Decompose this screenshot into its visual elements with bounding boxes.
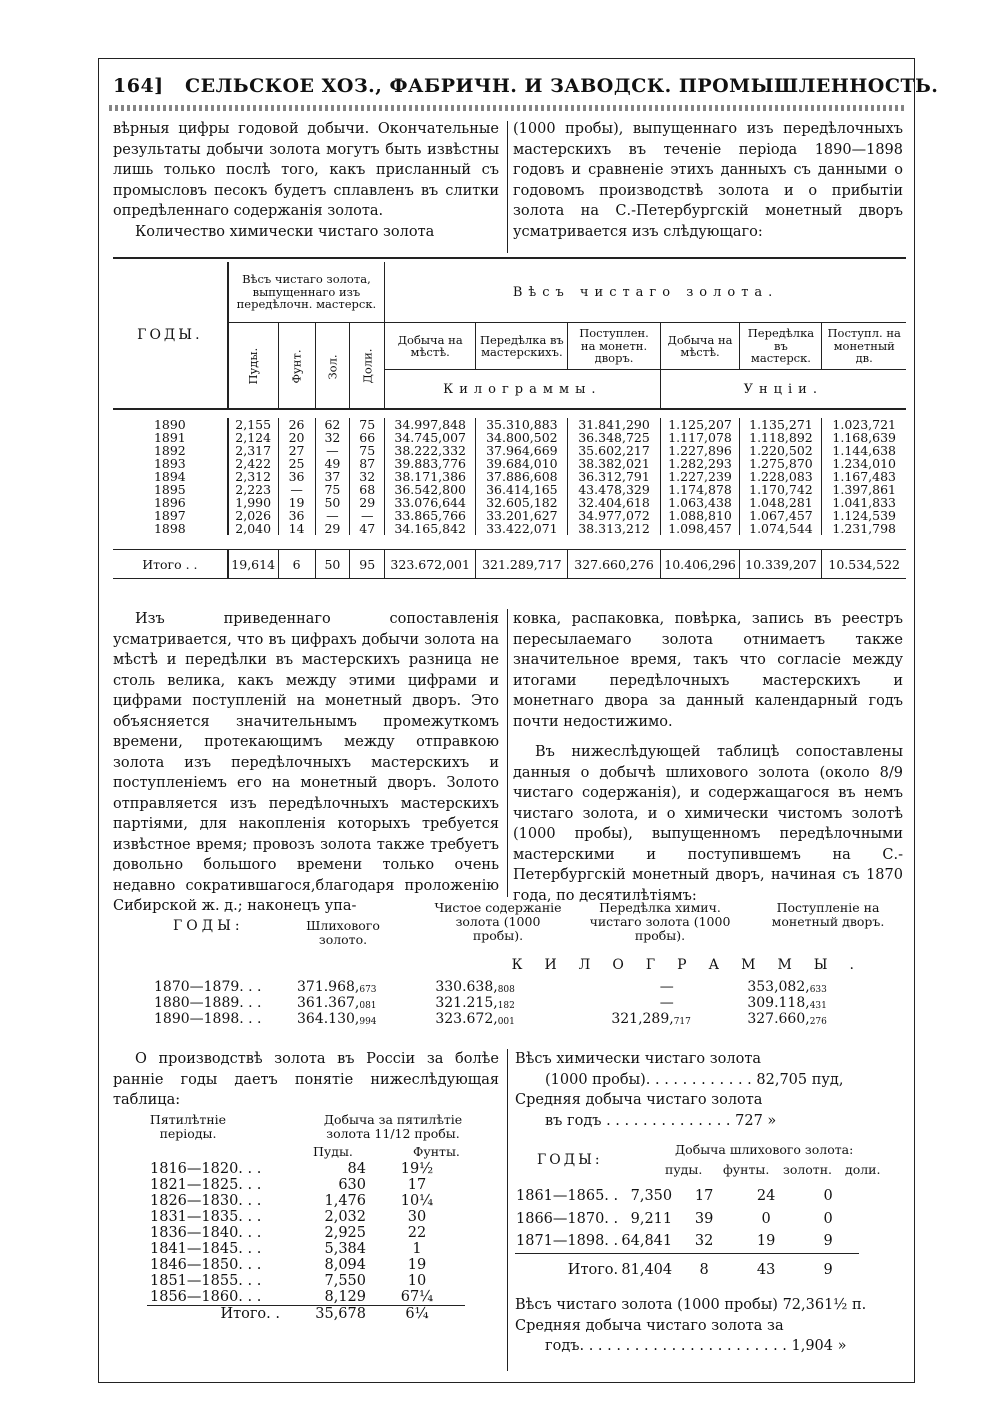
br-cell: 24 bbox=[756, 1188, 776, 1204]
table1-cell: 1895 bbox=[113, 483, 228, 496]
table1-cell: 1894 bbox=[113, 470, 228, 483]
table1-cell: 1.098,457 bbox=[660, 522, 740, 535]
t2-cell: 330.638, bbox=[435, 979, 498, 995]
br-line6: Средняя добыча чистаго золота за bbox=[515, 1317, 784, 1334]
bl-total-row bbox=[147, 1305, 465, 1322]
br-cell: 17 bbox=[694, 1188, 714, 1204]
table1-cell: 39.883,776 bbox=[385, 457, 476, 470]
t2-cell: 323.672, bbox=[435, 1011, 498, 1027]
table1-cell: 2,317 bbox=[228, 444, 278, 457]
br-cell: 1871—1898. . bbox=[516, 1233, 619, 1249]
bl-period: 1826—1830. . . bbox=[150, 1192, 262, 1209]
column-divider bbox=[507, 121, 508, 253]
br-line1: Вѣсъ химически чистаго золота bbox=[515, 1051, 761, 1067]
bl-head-funts: Фунты. bbox=[413, 1143, 460, 1159]
bl-rows bbox=[147, 1161, 465, 1322]
table1-cell: 1.124,539 bbox=[832, 508, 897, 523]
intro-left-text: вѣрныя цифры годовой добычи. Окончательные результаты добычи золота могутъ быть извѣстны лишь только послѣ того, какъ присланный съ промысловъ песокъ будетъ сплавленъ въ слитки опредѣленнаго содержанія золота. bbox=[113, 121, 499, 219]
table1-cell: 1.231,798 bbox=[832, 521, 897, 536]
table1-cell: 43.478,329 bbox=[568, 483, 660, 496]
table1-cell: 1.167,483 bbox=[832, 469, 897, 484]
table1-cell: 2,422 bbox=[228, 457, 278, 470]
page-frame bbox=[98, 58, 939, 1383]
table1-total-cell: Итого . . bbox=[113, 550, 228, 579]
br-sub-puds: пуды. bbox=[665, 1162, 703, 1177]
table1-cell: 37.964,669 bbox=[476, 444, 568, 457]
br-line7: годъ. . . . . . . . . . . . . . . . . . . . . . . 1,904 » bbox=[545, 1338, 847, 1354]
column-divider-2 bbox=[507, 609, 508, 897]
bottom-right-block bbox=[515, 1049, 905, 1357]
table1-cell: 31.841,290 bbox=[568, 418, 660, 431]
table1-cell: 19 bbox=[278, 496, 315, 509]
table1-cell: 1892 bbox=[113, 444, 228, 457]
table-row bbox=[147, 1289, 465, 1306]
table1-total-cell: 10.339,207 bbox=[740, 550, 822, 579]
table1-cell: 47 bbox=[350, 522, 385, 535]
table1-cell: 35.310,883 bbox=[476, 418, 568, 431]
br-cell: 0 bbox=[761, 1210, 771, 1227]
table1-cell: 1.282,293 bbox=[660, 457, 740, 470]
t2-cell: 1880—1889. . . bbox=[154, 995, 262, 1011]
table-row bbox=[147, 1225, 465, 1241]
table-row bbox=[147, 1177, 465, 1193]
t2-cell: 1890—1898. . . bbox=[154, 1011, 262, 1027]
table1-cell: 34.800,502 bbox=[476, 431, 568, 444]
table1-cell: 49 bbox=[315, 457, 350, 470]
table1-cell: — bbox=[278, 483, 315, 496]
page-title: СЕЛЬСКОЕ ХОЗ., ФАБРИЧН. И ЗАВОДСК. ПРОМЫШЛЕННОСТЬ. bbox=[185, 75, 939, 97]
br-line3: Средняя добыча чистаго золота bbox=[515, 1092, 763, 1108]
t2-decimal bbox=[674, 995, 737, 1011]
table1-total-cell: 95 bbox=[350, 550, 385, 579]
table-row bbox=[147, 1209, 465, 1225]
table-row bbox=[151, 995, 830, 1011]
bl-period: 1856—1860. . . bbox=[150, 1288, 262, 1305]
table1-cell: 36.542,800 bbox=[385, 483, 476, 496]
bl-puds: 2,032 bbox=[324, 1208, 366, 1225]
t2-cell: 1870—1879. . . bbox=[154, 979, 262, 995]
t2-decimal: 808 bbox=[497, 985, 515, 995]
table1-cell: 1893 bbox=[113, 457, 228, 470]
t2-unit: КИЛОГРАММЫ. bbox=[511, 957, 876, 973]
table1-total-cell: 10.406,296 bbox=[660, 550, 740, 579]
table1-cell: 14 bbox=[278, 522, 315, 535]
t2-decimal: 182 bbox=[497, 1001, 515, 1011]
t2-head-refine: Передѣлка химич. чистаго золота (1000 пробы). bbox=[589, 900, 731, 943]
t2-cell: 309.118, bbox=[747, 995, 810, 1011]
table1-head-kg-mine: Добыча на мѣстѣ. bbox=[385, 323, 476, 370]
t2-head-pure: Чистое содержаніе золота (1000 пробы). bbox=[434, 900, 562, 943]
br-total-cell: 8 bbox=[699, 1261, 709, 1278]
t2-decimal: 994 bbox=[359, 1017, 377, 1027]
table1-cell: 75 bbox=[315, 483, 350, 496]
table1-cell: 2,124 bbox=[228, 431, 278, 444]
table1-total-cell: 321.289,717 bbox=[476, 550, 568, 579]
gold-table-1890-1898 bbox=[113, 262, 906, 579]
table1-head-zol: Зол. bbox=[315, 323, 350, 410]
t2-cell: 364.130, bbox=[297, 1011, 360, 1027]
bl-period: 1836—1840. . . bbox=[150, 1224, 262, 1241]
br-cell: 32 bbox=[694, 1233, 714, 1249]
table1-cell: 38.382,021 bbox=[568, 457, 660, 470]
table-row bbox=[147, 1241, 465, 1257]
bl-head-output: Добыча за пятилѣтіе золота 11/12 пробы. bbox=[323, 1111, 463, 1141]
bl-period: 1821—1825. . . bbox=[150, 1176, 262, 1193]
table1-cell: 1.117,078 bbox=[660, 431, 740, 444]
table-row bbox=[515, 1185, 859, 1208]
header-rule bbox=[109, 105, 904, 111]
table1-cell: 1.023,721 bbox=[832, 417, 897, 432]
t2-cell: 371.968, bbox=[297, 979, 360, 995]
br-sub-funts: фунты. bbox=[723, 1162, 770, 1177]
table1-total-cell: 323.672,001 bbox=[385, 550, 476, 579]
table1-unit-kg: Килограммы. bbox=[385, 370, 660, 410]
table1-unit-oz: Унціи. bbox=[743, 381, 823, 397]
t2-cell: 321,289, bbox=[611, 1011, 674, 1027]
table1-cell: 1.227,239 bbox=[660, 470, 740, 483]
table-row bbox=[151, 1011, 830, 1027]
table-row bbox=[151, 979, 830, 995]
t2-rows bbox=[151, 979, 830, 1027]
bl-total-funts: 6¼ bbox=[405, 1305, 429, 1322]
table1-cell: 36 bbox=[278, 509, 315, 522]
table1-cell: 37.886,608 bbox=[476, 470, 568, 483]
table1-cell: 27 bbox=[278, 444, 315, 457]
bl-funts: 1 bbox=[412, 1240, 422, 1257]
br-total-row bbox=[515, 1253, 859, 1281]
bl-puds: 5,384 bbox=[324, 1240, 366, 1257]
middle-left-column bbox=[113, 609, 499, 917]
t2-decimal: 081 bbox=[359, 1001, 377, 1011]
table1-cell: 38.171,386 bbox=[385, 470, 476, 483]
bl-puds: 8,094 bbox=[324, 1256, 366, 1273]
table1-cell: 33.201,627 bbox=[476, 509, 568, 522]
table1-cell: 36.312,791 bbox=[568, 470, 660, 483]
bl-funts: 67¼ bbox=[400, 1288, 434, 1305]
table1-total-cell: 19,614 bbox=[228, 550, 278, 579]
intro-left-text-2: Количество химически чистаго золота bbox=[135, 223, 435, 240]
t2-cell: 327.660, bbox=[747, 1011, 810, 1027]
table-row bbox=[113, 522, 906, 535]
table1-cell: 1.168,639 bbox=[832, 430, 897, 445]
table1-cell: 26 bbox=[278, 418, 315, 431]
table1-total-cell: 10.534,522 bbox=[828, 556, 900, 572]
intro-right-column bbox=[513, 119, 903, 242]
br-cell: 1861—1865. . bbox=[516, 1188, 619, 1204]
bl-funts: 30 bbox=[407, 1208, 427, 1225]
middle-right-column bbox=[513, 609, 903, 906]
table1-cell: 36.348,725 bbox=[568, 431, 660, 444]
table1-cell: 36.414,165 bbox=[476, 483, 568, 496]
table1-cell: 32.605,182 bbox=[476, 496, 568, 509]
table1-cell: 68 bbox=[350, 483, 385, 496]
table1-cell: 36 bbox=[278, 470, 315, 483]
table1-cell: 34.977,072 bbox=[568, 509, 660, 522]
bl-head-puds: Пуды. bbox=[313, 1143, 353, 1159]
br-sub-zol: золотн. bbox=[783, 1162, 833, 1177]
table1-cell: 1.118,892 bbox=[740, 431, 822, 444]
table-row bbox=[147, 1193, 465, 1209]
table1-cell: 38.222,332 bbox=[385, 444, 476, 457]
br-total-cell: 9 bbox=[823, 1261, 833, 1278]
t2-cell: — bbox=[659, 979, 674, 995]
table1-cell: 1,990 bbox=[228, 496, 278, 509]
bottom-left-block bbox=[113, 1049, 499, 1322]
table1-cell: 37 bbox=[315, 470, 350, 483]
br-cell: 0 bbox=[823, 1188, 833, 1204]
page-header bbox=[113, 75, 938, 97]
table1-cell: 38.313,212 bbox=[568, 522, 660, 535]
table1-head-kg-mint: Поступлен. на монетн. дворъ. bbox=[568, 323, 660, 370]
bl-funts: 10 bbox=[407, 1272, 427, 1289]
bl-puds: 1,476 bbox=[324, 1192, 366, 1209]
table1-cell: 1.174,878 bbox=[660, 483, 740, 496]
bl-total-puds: 35,678 bbox=[315, 1305, 366, 1322]
column-divider-3 bbox=[507, 1049, 508, 1371]
table1-cell: 1.144,638 bbox=[832, 443, 897, 458]
table1-cell: — bbox=[350, 509, 385, 522]
bl-funts: 22 bbox=[407, 1224, 427, 1241]
table1-cell: 1.234,010 bbox=[832, 456, 897, 471]
t2-cell: 353,082, bbox=[747, 979, 810, 995]
table1-cell: 62 bbox=[315, 418, 350, 431]
bl-intro: О производствѣ золота въ Россіи за болѣе ранніе годы даетъ понятіе нижеслѣдующая таблица: bbox=[113, 1051, 499, 1108]
table1-cell: 1.275,870 bbox=[740, 457, 822, 470]
bl-funts: 19½ bbox=[400, 1160, 434, 1177]
table1-head-oz-mint: Поступл. на монетный дв. bbox=[822, 323, 906, 370]
table1-cell: 1.228,083 bbox=[740, 470, 822, 483]
table1-cell: 1.074,544 bbox=[740, 522, 822, 535]
table1-cell: 34.165,842 bbox=[385, 522, 476, 535]
t2-decimal: 431 bbox=[809, 1001, 827, 1011]
table1-cell: 32 bbox=[350, 470, 385, 483]
bl-period: 1816—1820. . . bbox=[150, 1160, 262, 1177]
table1-head-puds: Пуды. bbox=[228, 323, 278, 410]
bl-period: 1851—1855. . . bbox=[150, 1272, 262, 1289]
table1-cell: 29 bbox=[350, 496, 385, 509]
table1-cell: 1898 bbox=[113, 522, 228, 535]
t2-decimal: 276 bbox=[809, 1017, 827, 1027]
bl-period: 1846—1850. . . bbox=[150, 1256, 262, 1273]
table1-cell: 1.088,810 bbox=[660, 509, 740, 522]
decade-table bbox=[113, 901, 906, 1027]
br-line4: въ годъ . . . . . . . . . . . . . . 727 » bbox=[545, 1112, 777, 1129]
br-head-output: Добыча шлихового золота: bbox=[675, 1142, 854, 1157]
table1-cell: 2,040 bbox=[228, 522, 278, 535]
table1-cell: 2,155 bbox=[228, 418, 278, 431]
bl-puds: 2,925 bbox=[324, 1224, 366, 1241]
intro-left-column bbox=[113, 119, 499, 242]
t2-cell: 321.215, bbox=[435, 995, 498, 1011]
bl-puds: 8,129 bbox=[324, 1288, 366, 1305]
t2-cell: 361.367, bbox=[297, 995, 360, 1011]
table1-cell: 1890 bbox=[113, 418, 228, 431]
table1-cell: 39.684,010 bbox=[476, 457, 568, 470]
table1-top-rule bbox=[113, 257, 906, 259]
table1-cell: 20 bbox=[278, 431, 315, 444]
table1-total-cell: 327.660,276 bbox=[568, 550, 660, 579]
table1-cell: 34.997,848 bbox=[385, 418, 476, 431]
table-row bbox=[147, 1257, 465, 1273]
table1-head-oz-workshop: Передѣлка въ мастерск. bbox=[740, 323, 822, 370]
table1-cell: 1.063,438 bbox=[660, 496, 740, 509]
br-cell: 7,350 bbox=[630, 1188, 673, 1204]
intro-right-text: (1000 пробы), выпущеннаго изъ передѣлочныхъ мастерскихъ въ теченіе періода 1890—1898 годовъ и сравненіе этихъ данныхъ съ данными о годовомъ производствѣ золота и о прибытіи золота на С.-Петербургскій монетный дворъ усматривается изъ слѣдующаго: bbox=[513, 121, 903, 240]
t2-head-years: ГОДЫ: bbox=[173, 918, 244, 934]
t2-decimal: 001 bbox=[497, 1017, 515, 1027]
br-cell: 0 bbox=[823, 1210, 833, 1227]
br-line5: Вѣсъ чистаго золота (1000 пробы) 72,361½ п. bbox=[515, 1297, 867, 1313]
table1-head-weight: Вѣсъ чистаго золота. bbox=[385, 262, 906, 323]
br-total-cell: 43 bbox=[756, 1261, 776, 1278]
table1-cell: 32 bbox=[315, 431, 350, 444]
table1-cell: 32.404,618 bbox=[568, 496, 660, 509]
table-row bbox=[147, 1161, 465, 1177]
table1-head-kg-workshop: Передѣлка въ мастерскихъ. bbox=[476, 323, 568, 370]
bl-puds: 84 bbox=[347, 1160, 366, 1177]
br-sub-doli: доли. bbox=[845, 1162, 881, 1177]
table-row bbox=[515, 1230, 859, 1253]
table1-cell: 1.041,833 bbox=[832, 495, 897, 510]
bl-funts: 10¼ bbox=[400, 1192, 434, 1209]
table1-cell: 33.422,071 bbox=[476, 522, 568, 535]
table1-cell: — bbox=[315, 444, 350, 457]
table1-cell: 50 bbox=[315, 496, 350, 509]
bl-funts: 19 bbox=[407, 1256, 427, 1273]
bl-puds: 7,550 bbox=[324, 1272, 366, 1289]
t2-cell: — bbox=[659, 995, 674, 1011]
br-total-cell: 81,404 bbox=[621, 1261, 673, 1278]
table1-cell: 1.227,896 bbox=[660, 444, 740, 457]
br-cell: 64,841 bbox=[621, 1233, 673, 1249]
table1-cell: 1896 bbox=[113, 496, 228, 509]
table1-total-cell: 6 bbox=[278, 550, 315, 579]
table1-cell: 33.865,766 bbox=[385, 509, 476, 522]
t2-decimal: 633 bbox=[809, 985, 827, 995]
br-total-cell: Итого. bbox=[567, 1261, 619, 1278]
bl-total-label: Итого. . bbox=[220, 1305, 280, 1322]
bl-head-period: Пятилѣтніе періоды. bbox=[149, 1111, 227, 1141]
table1-cell: 2,026 bbox=[228, 509, 278, 522]
br-cell: 9,211 bbox=[630, 1210, 673, 1227]
t2-decimal bbox=[674, 979, 737, 995]
table1-head-oz-mine: Добыча на мѣстѣ. bbox=[660, 323, 740, 370]
br-cell: 1866—1870. . bbox=[516, 1210, 619, 1227]
table1-head-years: ГОДЫ. bbox=[113, 262, 228, 409]
table1-total-cell: 50 bbox=[315, 550, 350, 579]
page-number: 164] bbox=[113, 75, 164, 97]
table1-cell: 75 bbox=[350, 444, 385, 457]
middle-left-text: Изъ приведеннаго сопоставленія усматривается, что въ цифрахъ добычи золота на мѣстѣ и передѣлки въ мастерскихъ разница не столь велика, какъ между этими цифрами и цифрами поступленій на монетный дворъ. Это объясняется значительнымъ промежуткомъ времени, протекающимъ между отправкою золота изъ передѣлочныхъ мастерскихъ и поступленіемъ его на монетный дворъ. Золото отправляется изъ передѣлочныхъ мастерскихъ партіями, для накопленія которыхъ требуется извѣстное время; провозъ золота также требуетъ довольно большого времени только очень недавно сократившагося,благодаря проложенію Сибирской ж. д.; наконецъ упа- bbox=[113, 611, 499, 914]
t2-head-shlich: Шлихового золото. bbox=[306, 918, 380, 947]
bl-puds: 630 bbox=[338, 1176, 366, 1193]
br-line2: (1000 пробы). . . . . . . . . . . . 82,705 пуд, bbox=[545, 1071, 844, 1088]
table1-cell: 1.220,502 bbox=[740, 444, 822, 457]
middle-right-text-1: ковка, распаковка, повѣрка, запись въ реестръ пересылаемаго золота отнимаетъ также значительное время, такъ что согласіе между итогами передѣлочныхъ мастерскихъ и монетнаго двора за данный календарный годъ почти недостижимо. bbox=[513, 611, 903, 730]
table1-cell: 29 bbox=[315, 522, 350, 535]
table1-head-doli: Доли. bbox=[350, 323, 385, 410]
table1-cell: 33.076,644 bbox=[385, 496, 476, 509]
table1-cell: 35.602,217 bbox=[568, 444, 660, 457]
table1-cell: — bbox=[315, 509, 350, 522]
table-row bbox=[147, 1273, 465, 1289]
bl-period: 1831—1835. . . bbox=[150, 1208, 262, 1225]
br-cell: 9 bbox=[823, 1233, 833, 1249]
t2-decimal: 717 bbox=[673, 1017, 691, 1027]
table1-head-funts: Фунт. bbox=[278, 323, 315, 410]
table1-cell: 87 bbox=[350, 457, 385, 470]
br-cell: 39 bbox=[694, 1210, 714, 1227]
t2-head-mint: Поступленіе на монетный дворъ. bbox=[771, 900, 885, 929]
table1-cell: 2,223 bbox=[228, 483, 278, 496]
table1-head-issued: Вѣсъ чистаго золота, выпущеннаго изъ передѣлочн. мастерск. bbox=[228, 262, 385, 323]
table1-cell: 1.397,861 bbox=[832, 482, 897, 497]
table1-cell: 1.125,207 bbox=[660, 418, 740, 431]
t2-decimal: 673 bbox=[359, 985, 377, 995]
table1-cell: 34.745,007 bbox=[385, 431, 476, 444]
br-rows bbox=[515, 1185, 859, 1281]
br-cell: 19 bbox=[756, 1233, 776, 1249]
table1-cell: 66 bbox=[350, 431, 385, 444]
bl-funts: 17 bbox=[407, 1176, 427, 1193]
table-row bbox=[515, 1208, 859, 1231]
table1-cell: 25 bbox=[278, 457, 315, 470]
middle-right-text-2: Въ нижеслѣдующей таблицѣ сопоставлены данныя о добычѣ шлихового золота (около 8/9 чистаго содержанія), и содержащагося въ немъ чистаго золота, и о химически чистомъ золотѣ (1000 пробы), выпущенномъ передѣлочными мастерскими и поступившемъ на С.-Петербургскій монетный дворъ, начиная съ 1870 года, по десятилѣтіямъ: bbox=[513, 744, 903, 904]
bl-period: 1841—1845. . . bbox=[150, 1240, 262, 1257]
table1-cell: 75 bbox=[350, 418, 385, 431]
table1-cell: 1.048,281 bbox=[740, 496, 822, 509]
table1-cell: 2,312 bbox=[228, 470, 278, 483]
table1-cell: 1897 bbox=[113, 509, 228, 522]
table1-cell: 1.170,742 bbox=[740, 483, 822, 496]
table1-cell: 1891 bbox=[113, 431, 228, 444]
br-head-years: ГОДЫ: bbox=[537, 1152, 603, 1168]
table1-cell: 1.135,271 bbox=[740, 418, 822, 431]
table1-cell: 1.067,457 bbox=[740, 509, 822, 522]
